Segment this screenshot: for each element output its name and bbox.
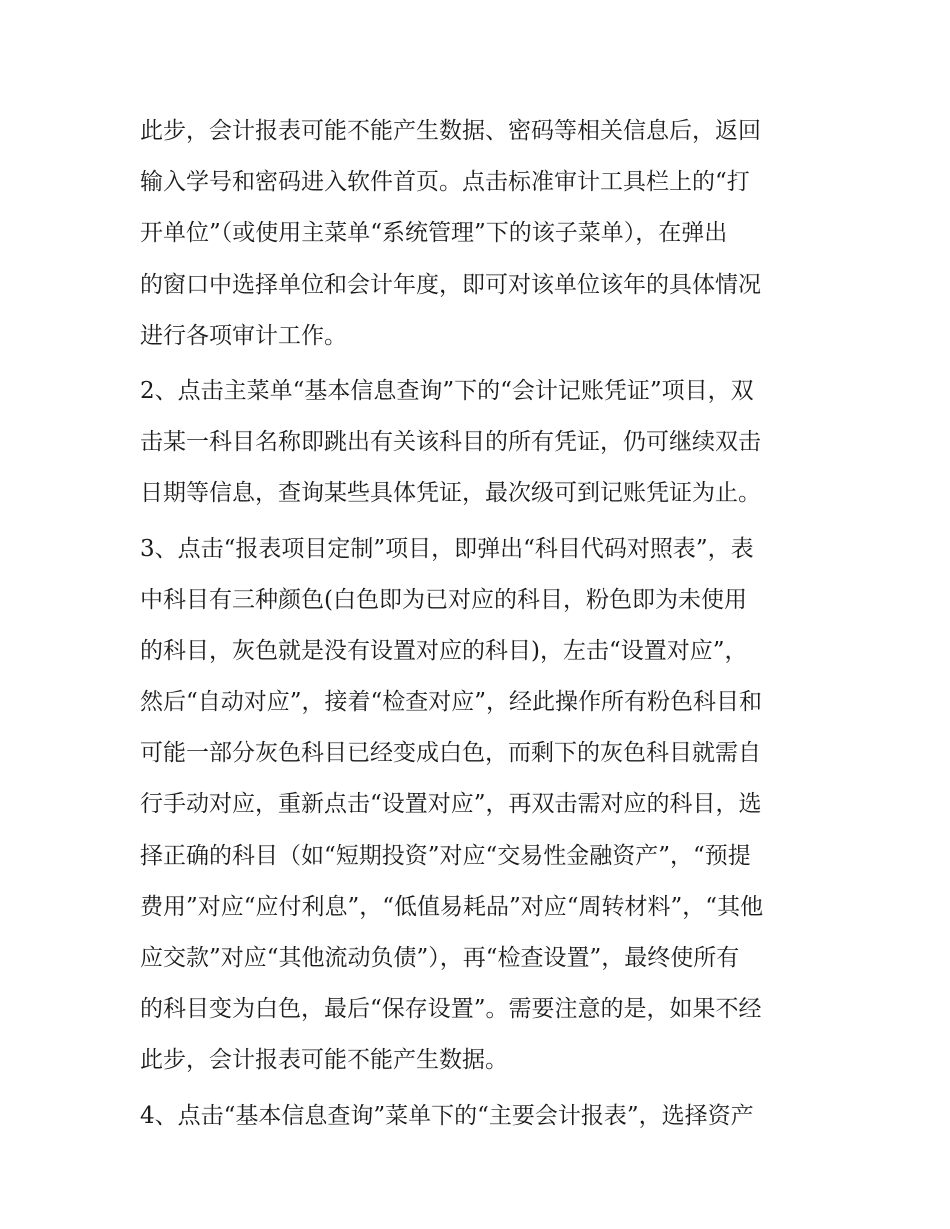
text-line: 此步，会计报表可能不能产生数据。: [140, 1047, 508, 1074]
text-line: 4、点击“基本信息查询”菜单下的“主要会计报表”，选择资产: [140, 1102, 754, 1129]
text-line: 中科目有三种颜色(白色即为已对应的科目，粉色即为未使用: [140, 586, 747, 613]
text-line: 2、点击主菜单“基本信息查询”下的“会计记账凭证”项目，双: [140, 377, 754, 404]
text-line: 输入学号和密码进入软件首页。点击标准审计工具栏上的“打: [140, 169, 750, 196]
text-line: 的科目变为白色，最后“保存设置”。需要注意的是，如果不经: [140, 996, 762, 1023]
text-line: 行手动对应，重新点击“设置对应”，再双击需对应的科目，选: [140, 791, 762, 818]
text-line: 开单位”（或使用主菜单“系统管理”下的该子菜单），在弹出: [140, 220, 728, 247]
body-text: [140, 106, 820, 1142]
text-line: 可能一部分灰色科目已经变成白色，而剩下的灰色科目就需自: [140, 740, 761, 767]
text-line: 此步，会计报表可能不能产生数据、密码等相关信息后，返回: [140, 118, 761, 144]
text-line: 击某一科目名称即跳出有关该科目的所有凭证，仍可继续双击: [140, 429, 761, 456]
text-line: 然后“自动对应”，接着“检查对应”，经此操作所有粉色科目和: [140, 689, 763, 716]
text-line: 应交款”对应“其他流动负债”），再“检查设置”，最终使所有: [140, 945, 740, 971]
text-line: 费用”对应“应付利息”，“低值易耗品”对应“周转材料”，“其他: [140, 893, 764, 920]
text-line: 进行各项审计工作。: [140, 322, 347, 349]
text-line: 择正确的科目（如“短期投资”对应“交易性金融资产”，“预提: [140, 842, 751, 869]
text-line: 的窗口中选择单位和会计年度，即可对该单位该年的具体情况: [140, 271, 761, 298]
text-line: 日期等信息，查询某些具体凭证，最次级可到记账凭证为止。: [140, 480, 761, 507]
text-line: 3、点击“报表项目定制”项目，即弹出“科目代码对照表”，表: [140, 535, 754, 562]
text-line: 的科目，灰色就是没有设置对应的科目)，左击“设置对应”，: [140, 637, 748, 664]
